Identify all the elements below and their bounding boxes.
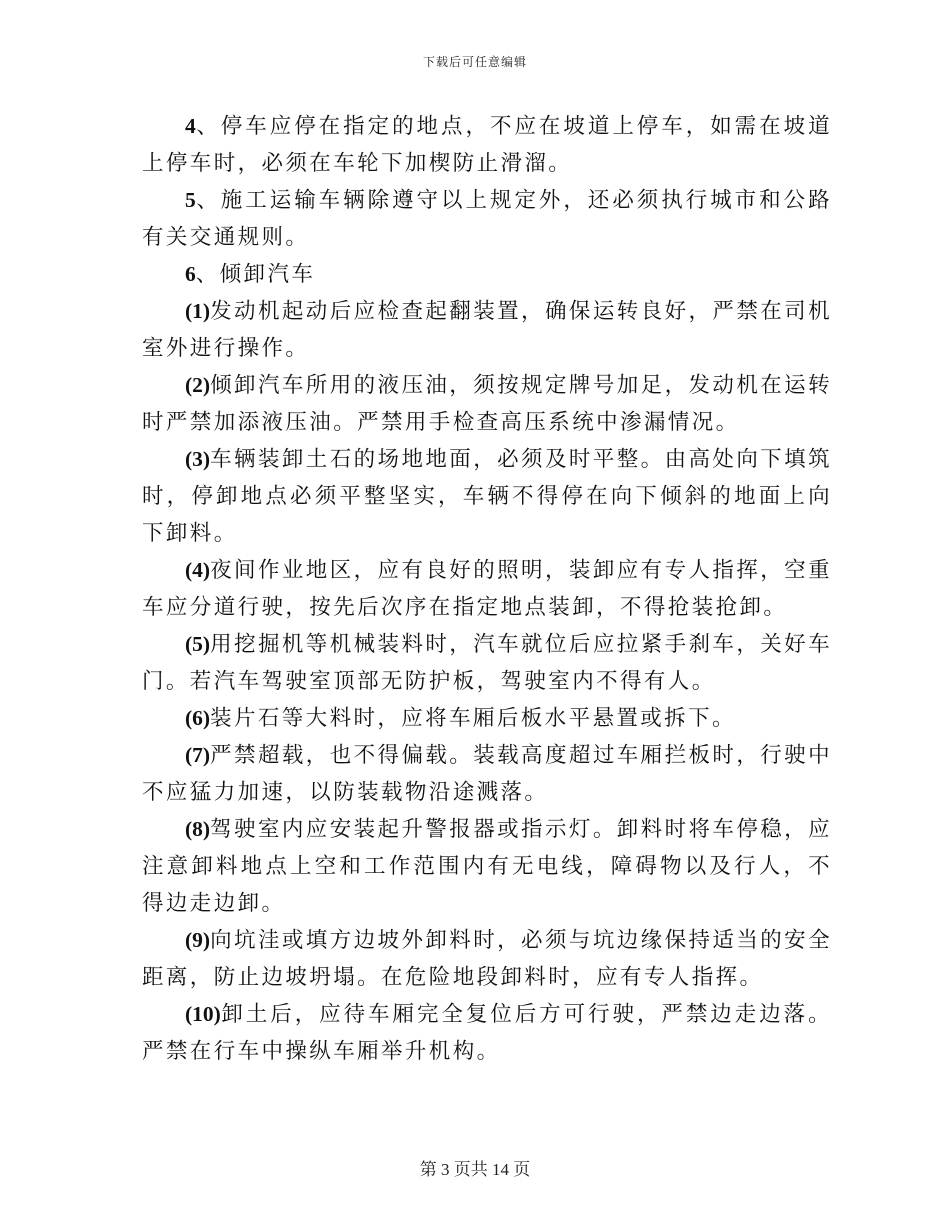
paragraph-text: 驾驶室内应安装起升警报器或指示灯。卸料时将车停稳，应注意卸料地点上空和工作范围内有无电线，障碍物以及行人，不得边走边卸。 (142, 817, 832, 916)
paragraph-text: 装片石等大料时，应将车厢后板水平悬置或拆下。 (210, 706, 736, 731)
paragraph-subitem-8 (142, 811, 832, 922)
paragraph-text: 发动机起动后应检查起翻装置，确保运转良好，严禁在司机室外进行操作。 (142, 299, 832, 361)
item-number: (3) (185, 447, 211, 471)
item-number: (5) (185, 632, 211, 656)
paragraph-text: 夜间作业地区，应有良好的照明，装卸应有专人指挥，空重车应分道行驶，按先后次序在指定地点装卸，不得抢装抢卸。 (142, 558, 832, 620)
item-number: (7) (185, 743, 211, 767)
paragraph-item-4 (142, 108, 832, 182)
paragraph-subitem-9 (142, 922, 832, 996)
item-number: (10) (185, 1002, 221, 1026)
document-body (142, 108, 832, 1070)
item-number: 5 (185, 188, 196, 212)
paragraph-text: 卸土后，应待车厢完全复位后方可行驶，严禁边走边落。严禁在行车中操纵车厢举升机构。 (142, 1002, 832, 1064)
paragraph-text: 向坑洼或填方边坡外卸料时，必须与坑边缘保持适当的安全距离，防止边坡坍塌。在危险地段卸料时，应有专人指挥。 (142, 928, 832, 990)
paragraph-text: 、倾卸汽车 (195, 262, 316, 287)
paragraph-text: 严禁超载，也不得偏载。装载高度超过车厢拦板时，行驶中不应猛力加速，以防装载物沿途溅落。 (142, 743, 832, 805)
paragraph-text: 用挖掘机等机械装料时，汽车就位后应拉紧手刹车，关好车门。若汽车驾驶室顶部无防护板，驾驶室内不得有人。 (142, 632, 832, 694)
paragraph-subitem-6 (142, 700, 832, 737)
item-number: (2) (185, 373, 211, 397)
paragraph-text: 车辆装卸土石的场地地面，必须及时平整。由高处向下填筑时，停卸地点必须平整坚实，车辆不得停在向下倾斜的地面上向下卸料。 (142, 447, 832, 546)
item-number: (4) (185, 558, 211, 582)
item-number: (1) (185, 299, 211, 323)
paragraph-subitem-3 (142, 441, 832, 552)
page-header-note: 下载后可任意编辑 (422, 55, 527, 69)
item-number: 6 (185, 262, 196, 286)
item-number: (9) (185, 928, 211, 952)
page-number-footer: 第 3 页共 14 页 (419, 1160, 531, 1179)
paragraph-subitem-2 (142, 367, 832, 441)
paragraph-text: 、施工运输车辆除遵守以上规定外，还必须执行城市和公路有关交通规则。 (142, 188, 832, 250)
paragraph-item-5 (142, 182, 832, 256)
item-number: (8) (185, 817, 211, 841)
paragraph-text: 、停车应停在指定的地点，不应在坡道上停车，如需在坡道上停车时，必须在车轮下加楔防止滑溜。 (142, 114, 832, 176)
paragraph-subitem-5 (142, 626, 832, 700)
item-number: (6) (185, 706, 211, 730)
paragraph-subitem-4 (142, 552, 832, 626)
paragraph-text: 倾卸汽车所用的液压油，须按规定牌号加足，发动机在运转时严禁加添液压油。严禁用手检查高压系统中渗漏情况。 (142, 373, 832, 435)
item-number: 4 (185, 114, 196, 138)
section-heading-dump-truck (142, 256, 832, 293)
paragraph-subitem-7 (142, 737, 832, 811)
paragraph-subitem-10 (142, 996, 832, 1070)
paragraph-subitem-1 (142, 293, 832, 367)
